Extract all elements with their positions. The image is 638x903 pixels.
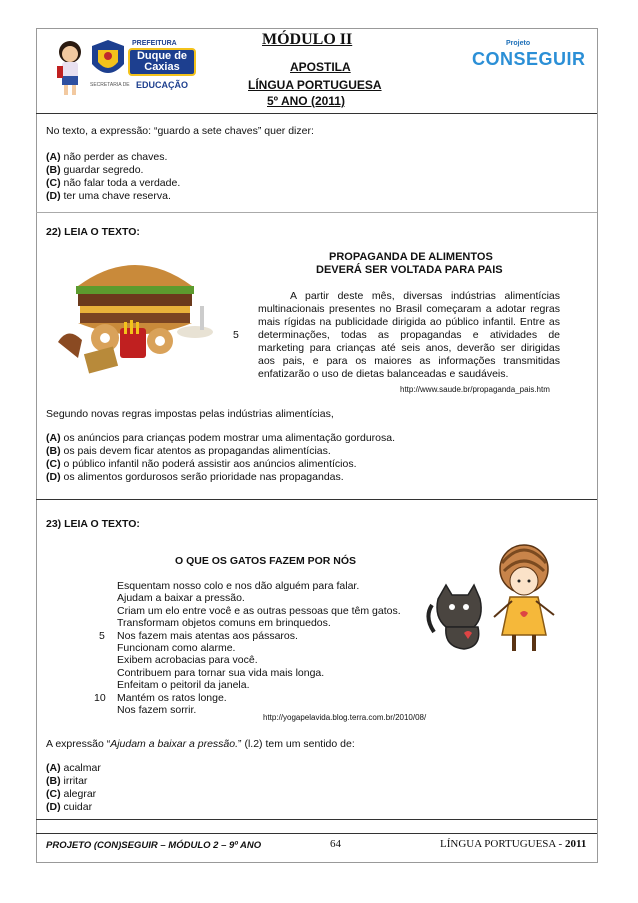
poem-line: Ajudam a baixar a pressão. [117, 592, 245, 605]
q21-option-c: (C) não falar toda a verdade. [46, 177, 181, 189]
apostila-title: APOSTILA [290, 60, 351, 74]
logo-project-top: Projeto [506, 40, 531, 47]
poem-line: Nos fazem sorrir. [117, 704, 197, 716]
logo-project-name: CONSEGUIR [472, 49, 586, 69]
grade-title: 5º ANO (2011) [267, 94, 345, 108]
q22-option-d: (D) os alimentos gordurosos serão prioridade nas propagandas. [46, 471, 344, 483]
q23-option-b: (B) irritar [46, 775, 88, 787]
project-logo [470, 40, 586, 84]
logo-prefeitura-city: Duque de Caxias [128, 48, 196, 76]
logo-prefeitura-dept: EDUCAÇÃO [136, 80, 189, 90]
poem-line: Enfeitam o peitoril da janela. [117, 679, 250, 692]
junk-food-illustration [50, 246, 220, 376]
footer-right: LÍNGUA PORTUGUESA - 2011 [440, 838, 587, 850]
poem-line: Exibem acrobacias para você. [117, 654, 258, 667]
city-emblem-icon [88, 38, 128, 82]
q22-divider [36, 499, 597, 500]
q21-divider [36, 212, 597, 213]
poem-line-number: 10 [94, 691, 106, 704]
q23-source: http://yogapelavida.blog.terra.com.br/2010/08/ [263, 713, 427, 722]
footer-left: PROJETO (CON)SEGUIR – MÓDULO 2 – 9º ANO [46, 840, 262, 851]
q23-title: O QUE OS GATOS FAZEM POR NÓS [175, 555, 357, 567]
q22-line-1: A partir deste mês, diversas indústrias alimentícias [290, 290, 560, 302]
poem-line: Mantém os ratos longe. [117, 691, 227, 704]
module-title: MÓDULO II [262, 31, 353, 48]
poem-line: Nos fazem mais atentas aos pássaros. [117, 629, 298, 642]
poem-line: Criam um elo entre você e as outras pessoas que têm gatos. [117, 604, 401, 617]
q21-stem: No texto, a expressão: “guardo a sete chaves” quer dizer: [46, 125, 314, 137]
q22-heading: 22) LEIA O TEXTO: [46, 226, 140, 238]
poem-line: Transformam objetos comuns em brinquedos. [117, 617, 331, 630]
q22-option-b: (B) os pais devem ficar atentos as propagandas alimentícias. [46, 445, 331, 457]
q22-line-3: mais rígidas na publicidade dirigida ao público infantil. Entre as [258, 316, 560, 328]
q23-option-d: (D) cuidar [46, 801, 93, 813]
q22-title-1: PROPAGANDA DE ALIMENTOS [329, 251, 493, 263]
q22-line-4: determinações, todas as propagandas e atividades de [258, 329, 560, 341]
poem-line: Contribuem para tornar sua vida mais longa. [117, 666, 325, 679]
girl-and-cat-illustration [424, 537, 574, 657]
logo-prefeitura-top: PREFEITURA [132, 40, 177, 47]
q22-line-2: multinacionais presentes no Brasil começaram a adotar regras [258, 303, 560, 315]
prefeitura-logo [88, 38, 192, 94]
q23-heading: 23) LEIA O TEXTO: [46, 518, 140, 530]
q23-option-a: (A) acalmar [46, 762, 101, 774]
q22-line-7: enfatizarão o uso de dietas balanceadas e saudáveis. [258, 368, 509, 380]
q22-line-5: marketing para crianças até seis anos, deverão ser dirigidas [258, 342, 560, 354]
q22-line-6: aos pais, e para os maiores as informações transmitidas [258, 355, 560, 367]
q23-divider [36, 819, 597, 820]
poem-line: Esquentam nosso colo e nos dão alguém para falar. [117, 580, 360, 592]
q23-stem: A expressão “Ajudam a baixar a pressão.” (l.2) tem um sentido de: [46, 738, 355, 750]
header-divider [36, 113, 597, 114]
poem-line-number: 5 [99, 629, 105, 642]
q23-option-c: (C) alegrar [46, 788, 97, 800]
q21-option-a: (A) não perder as chaves. [46, 151, 168, 163]
q22-option-a: (A) os anúncios para crianças podem mostrar uma alimentação gordurosa. [46, 432, 395, 444]
q22-stem: Segundo novas regras impostas pelas indústrias alimentícias, [46, 408, 334, 420]
q22-line-number: 5 [233, 329, 239, 341]
q22-title-2: DEVERÁ SER VOLTADA PARA PAIS [316, 264, 503, 276]
logo-prefeitura-sub: SECRETARIA DE [90, 82, 130, 88]
footer-rule [36, 833, 597, 834]
q21-option-d: (D) ter uma chave reserva. [46, 190, 171, 202]
q22-option-c: (C) o público infantil não poderá assistir aos anúncios alimentícios. [46, 458, 357, 470]
q22-source: http://www.saude.br/propaganda_pais.htm [400, 385, 550, 394]
student-mascot-icon [52, 38, 88, 98]
q21-option-b: (B) guardar segredo. [46, 164, 144, 176]
subject-title: LÍNGUA PORTUGUESA [248, 78, 382, 92]
footer-page-number: 64 [330, 838, 341, 850]
poem-line: Funcionam como alarme. [117, 642, 236, 654]
